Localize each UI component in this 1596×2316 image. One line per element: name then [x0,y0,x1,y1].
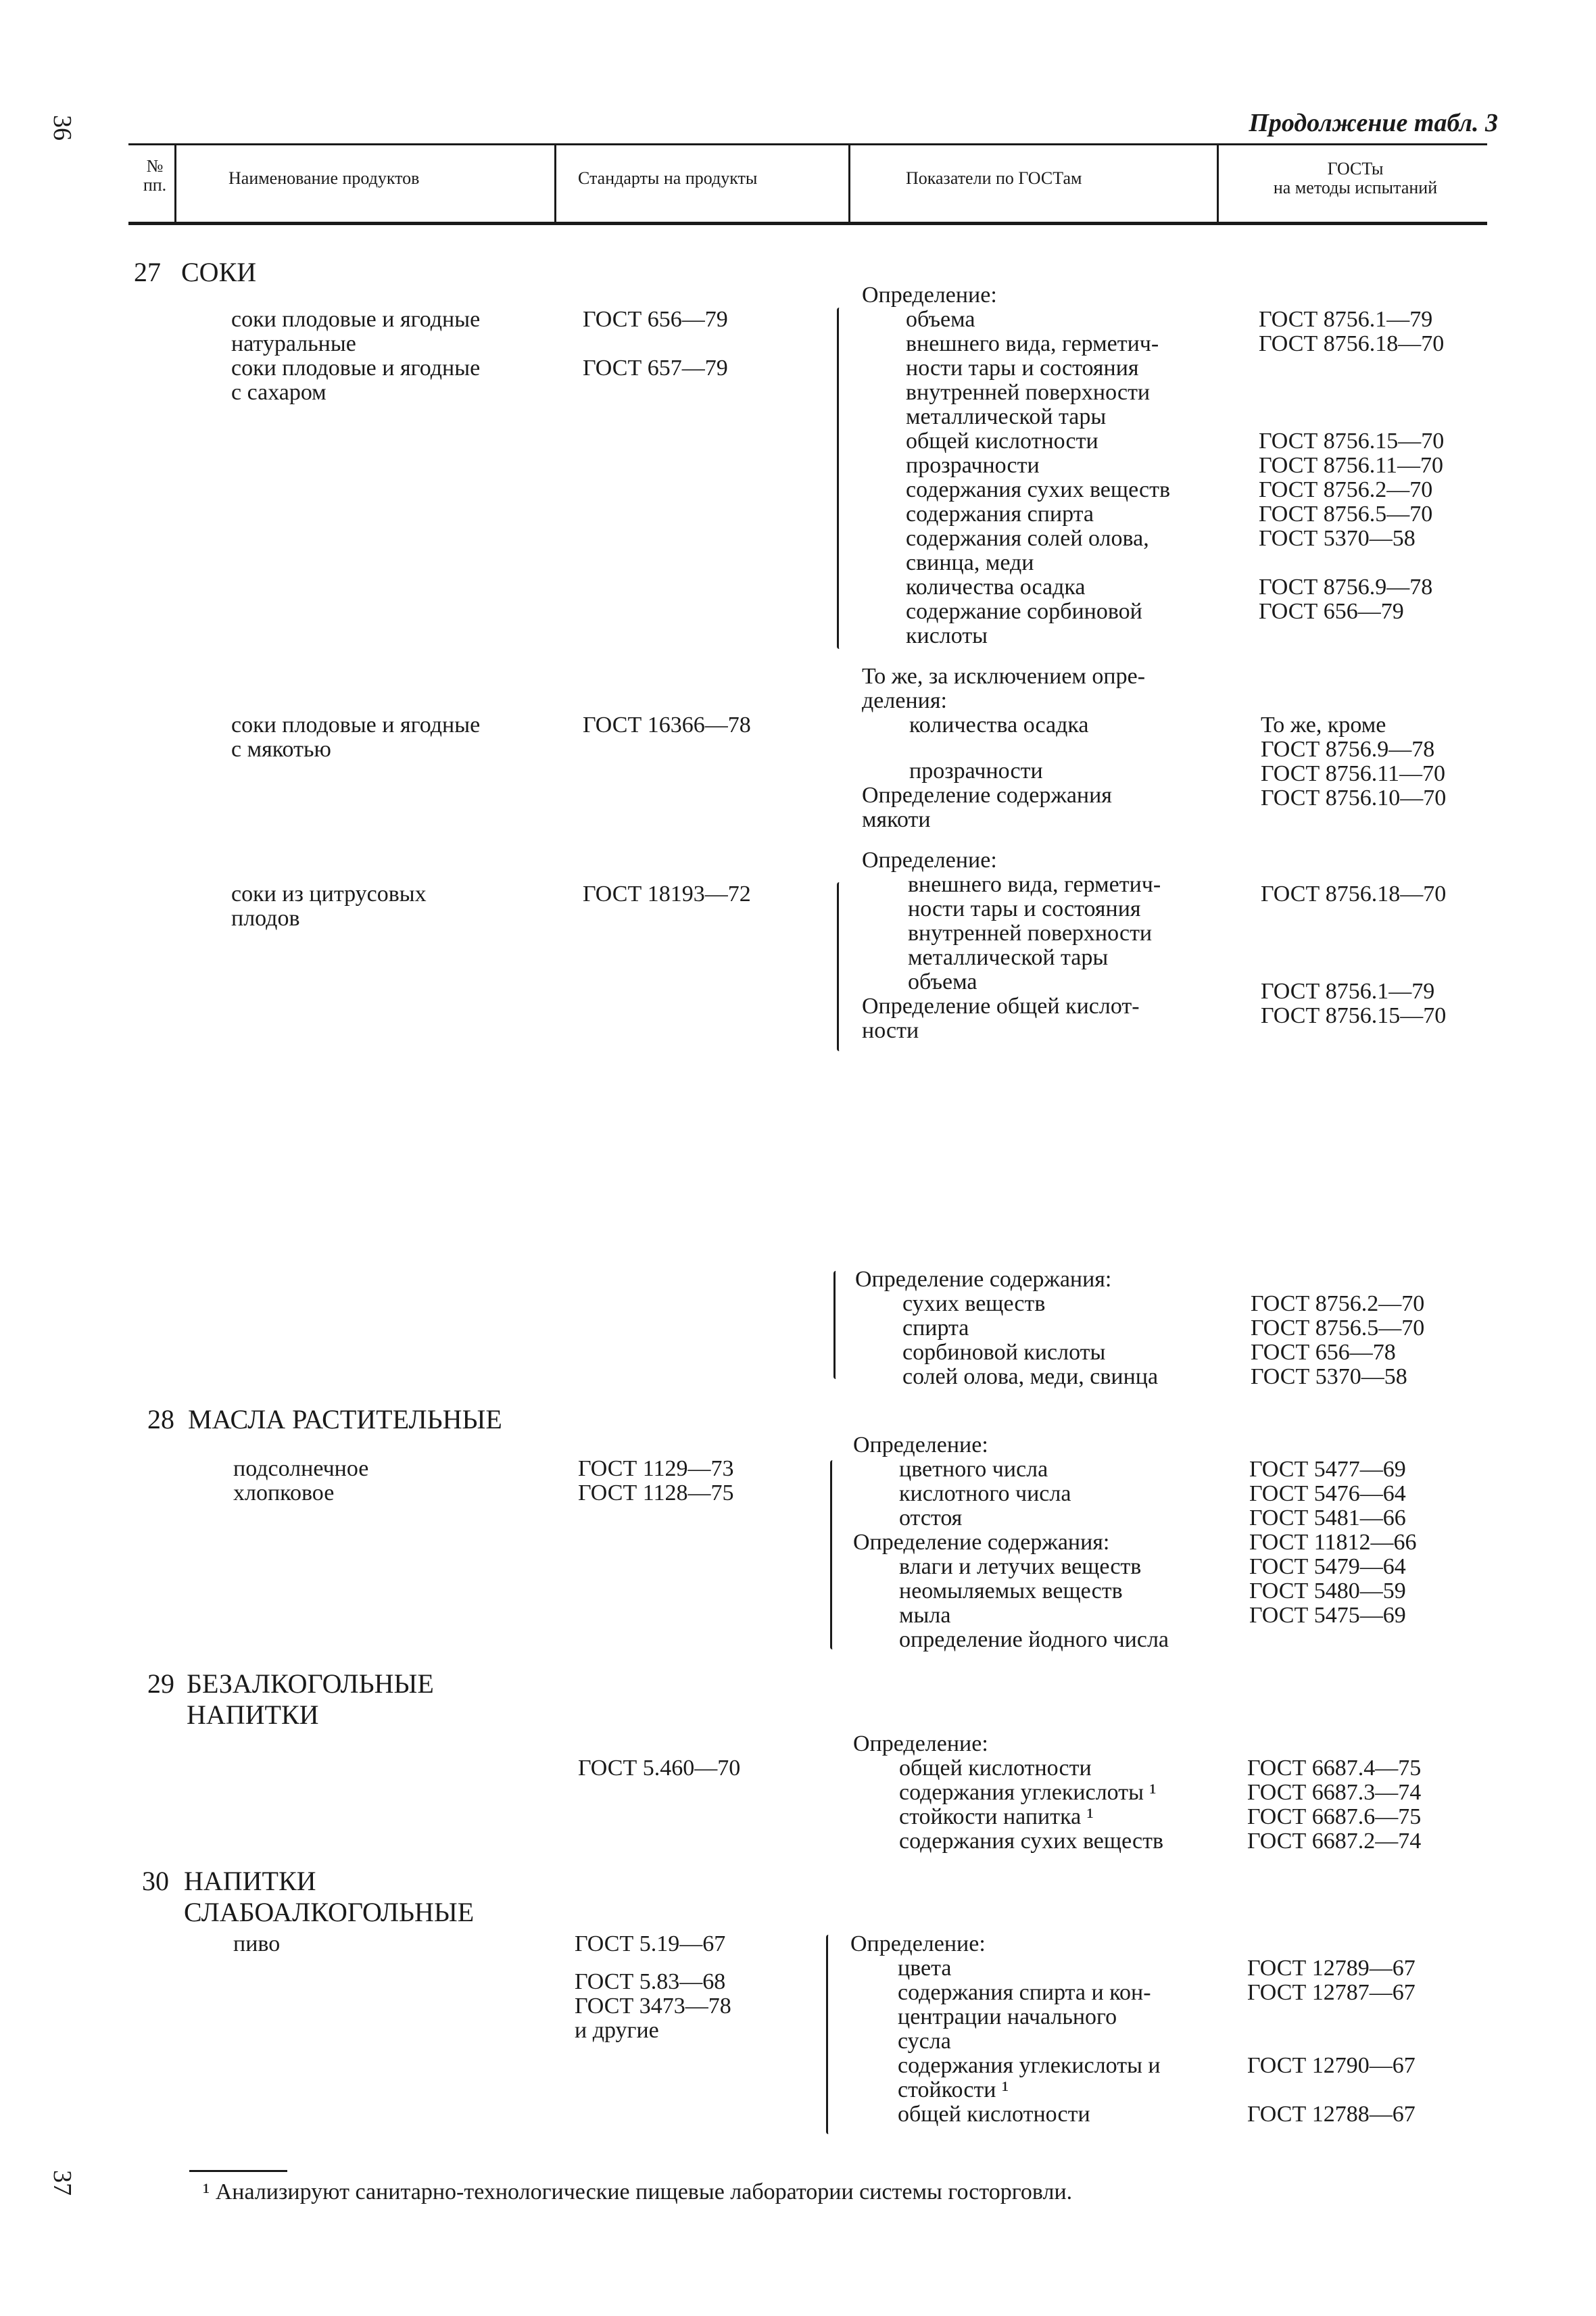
footnote: ¹ Анализируют санитарно-технологические пищевые лаборатории системы госторговли. [203,2179,1073,2204]
page-number-top: 36 [48,115,76,141]
s27-gost-methods-1: ГОСТ 8756.1—79 ГОСТ 8756.18—70 ГОСТ 8756.15—70 ГОСТ 8756.11—70 ГОСТ 8756.2—70 ГОСТ 8756.5—70 ГОСТ 5370—58 ГОСТ 8756.9—78 ГОСТ 656—79 [1259,307,1445,624]
section-29-title: БЕЗАЛКОГОЛЬНЫЕ НАПИТКИ [187,1668,434,1730]
section-30-number: 30 [142,1866,169,1896]
s27-gost-methods-4: ГОСТ 8756.2—70 ГОСТ 8756.5—70 ГОСТ 656—78 ГОСТ 5370—58 [1251,1291,1425,1389]
s30-standards: ГОСТ 5.19—67 ГОСТ 5.83—68 ГОСТ 3473—78 и другие [575,1931,731,2043]
s27-standard-2: ГОСТ 657—79 [583,356,728,381]
s30-indicators: Определение: цвета содержания спирта и кон- центрации начального сусла содержания углекислоты и стойкости ¹ общей кислотности [850,1931,1161,2127]
header-product-standards: Стандарты на продукты [578,168,758,188]
header-indicators: Показатели по ГОСТам [906,168,1082,188]
section-30-title: НАПИТКИ СЛАБОАЛКОГОЛЬНЫЕ [184,1866,475,1927]
s28-standards: ГОСТ 1129—73 ГОСТ 1128—75 [578,1456,734,1505]
s27-gost-methods-3: ГОСТ 8756.18—70 ГОСТ 8756.1—79 ГОСТ 8756.15—70 [1261,882,1447,1028]
page-number-bottom: 37 [48,2170,76,2196]
continuation-title: Продолжение табл. 3 [1249,109,1498,137]
s27-standard-1: ГОСТ 656—79 [583,307,728,332]
header-test-methods: ГОСТы на методы испытаний [1273,159,1438,197]
s27-gost-methods-2: То же, кроме ГОСТ 8756.9—78 ГОСТ 8756.11—70 ГОСТ 8756.10—70 [1261,713,1447,811]
s30-product: пиво [233,1931,281,1956]
s30-gost-methods: ГОСТ 12789—67 ГОСТ 12787—67 ГОСТ 12790—67 ГОСТ 12788—67 [1247,1956,1416,2127]
header-no: № пп. [143,156,167,195]
s27-indicators-1: Определение: объема внешнего вида, герметич- ности тары и состояния внутренней поверхности металлической тары общей кислотности прозрачности содержания сухих веществ содержания спирта содержания солей олова, свинца, меди количества осадка содержание сорбиновой кислоты [862,283,1171,648]
s29-gost-methods: ГОСТ 6687.4—75 ГОСТ 6687.3—74 ГОСТ 6687.6—75 ГОСТ 6687.2—74 [1247,1756,1422,1854]
s28-products: подсолнечное хлопковое [233,1456,369,1505]
s27-indicators-3: Определение: внешнего вида, герметич- ности тары и состояния внутренней поверхности металлической тары объема Определение общей кислот- ности [862,848,1161,1043]
s27-standard-3: ГОСТ 16366—78 [583,713,751,738]
s29-indicators: Определение: общей кислотности содержания углекислоты ¹ стойкости напитка ¹ содержания сухих веществ [853,1731,1164,1854]
footnote-rule [189,2170,287,2172]
section-28-title: МАСЛА РАСТИТЕЛЬНЫЕ [188,1404,502,1434]
section-29-number: 29 [147,1668,174,1699]
section-27-number: 27 [134,257,161,287]
s27-indicators-2: То же, за исключением опре- деления: количества осадка прозрачности Определение содержания мякоти [862,664,1146,832]
s28-indicators: Определение: цветного числа кислотного числа отстоя Определение содержания: влаги и летучих веществ неомыляемых веществ мыла определение йодного числа [853,1432,1169,1652]
section-28-number: 28 [147,1404,174,1434]
s29-standard: ГОСТ 5.460—70 [578,1756,741,1781]
header-product-name: Наименование продуктов [228,168,420,188]
s27-indicators-4: Определение содержания: сухих веществ спирта сорбиновой кислоты солей олова, меди, свинца [855,1267,1159,1389]
s27-product-group-2: соки плодовые и ягодные с мякотью [231,713,481,762]
s28-gost-methods: ГОСТ 5477—69 ГОСТ 5476—64 ГОСТ 5481—66 ГОСТ 11812—66 ГОСТ 5479—64 ГОСТ 5480—59 ГОСТ 5475—69 [1249,1457,1417,1628]
s27-product-group-1: соки плодовые и ягодные натуральные соки плодовые и ягодные с сахаром [231,307,481,405]
s27-product-group-3: соки из цитрусовых плодов [231,882,427,931]
s27-standard-4: ГОСТ 18193—72 [583,882,751,907]
section-27-title: СОКИ [181,257,257,287]
